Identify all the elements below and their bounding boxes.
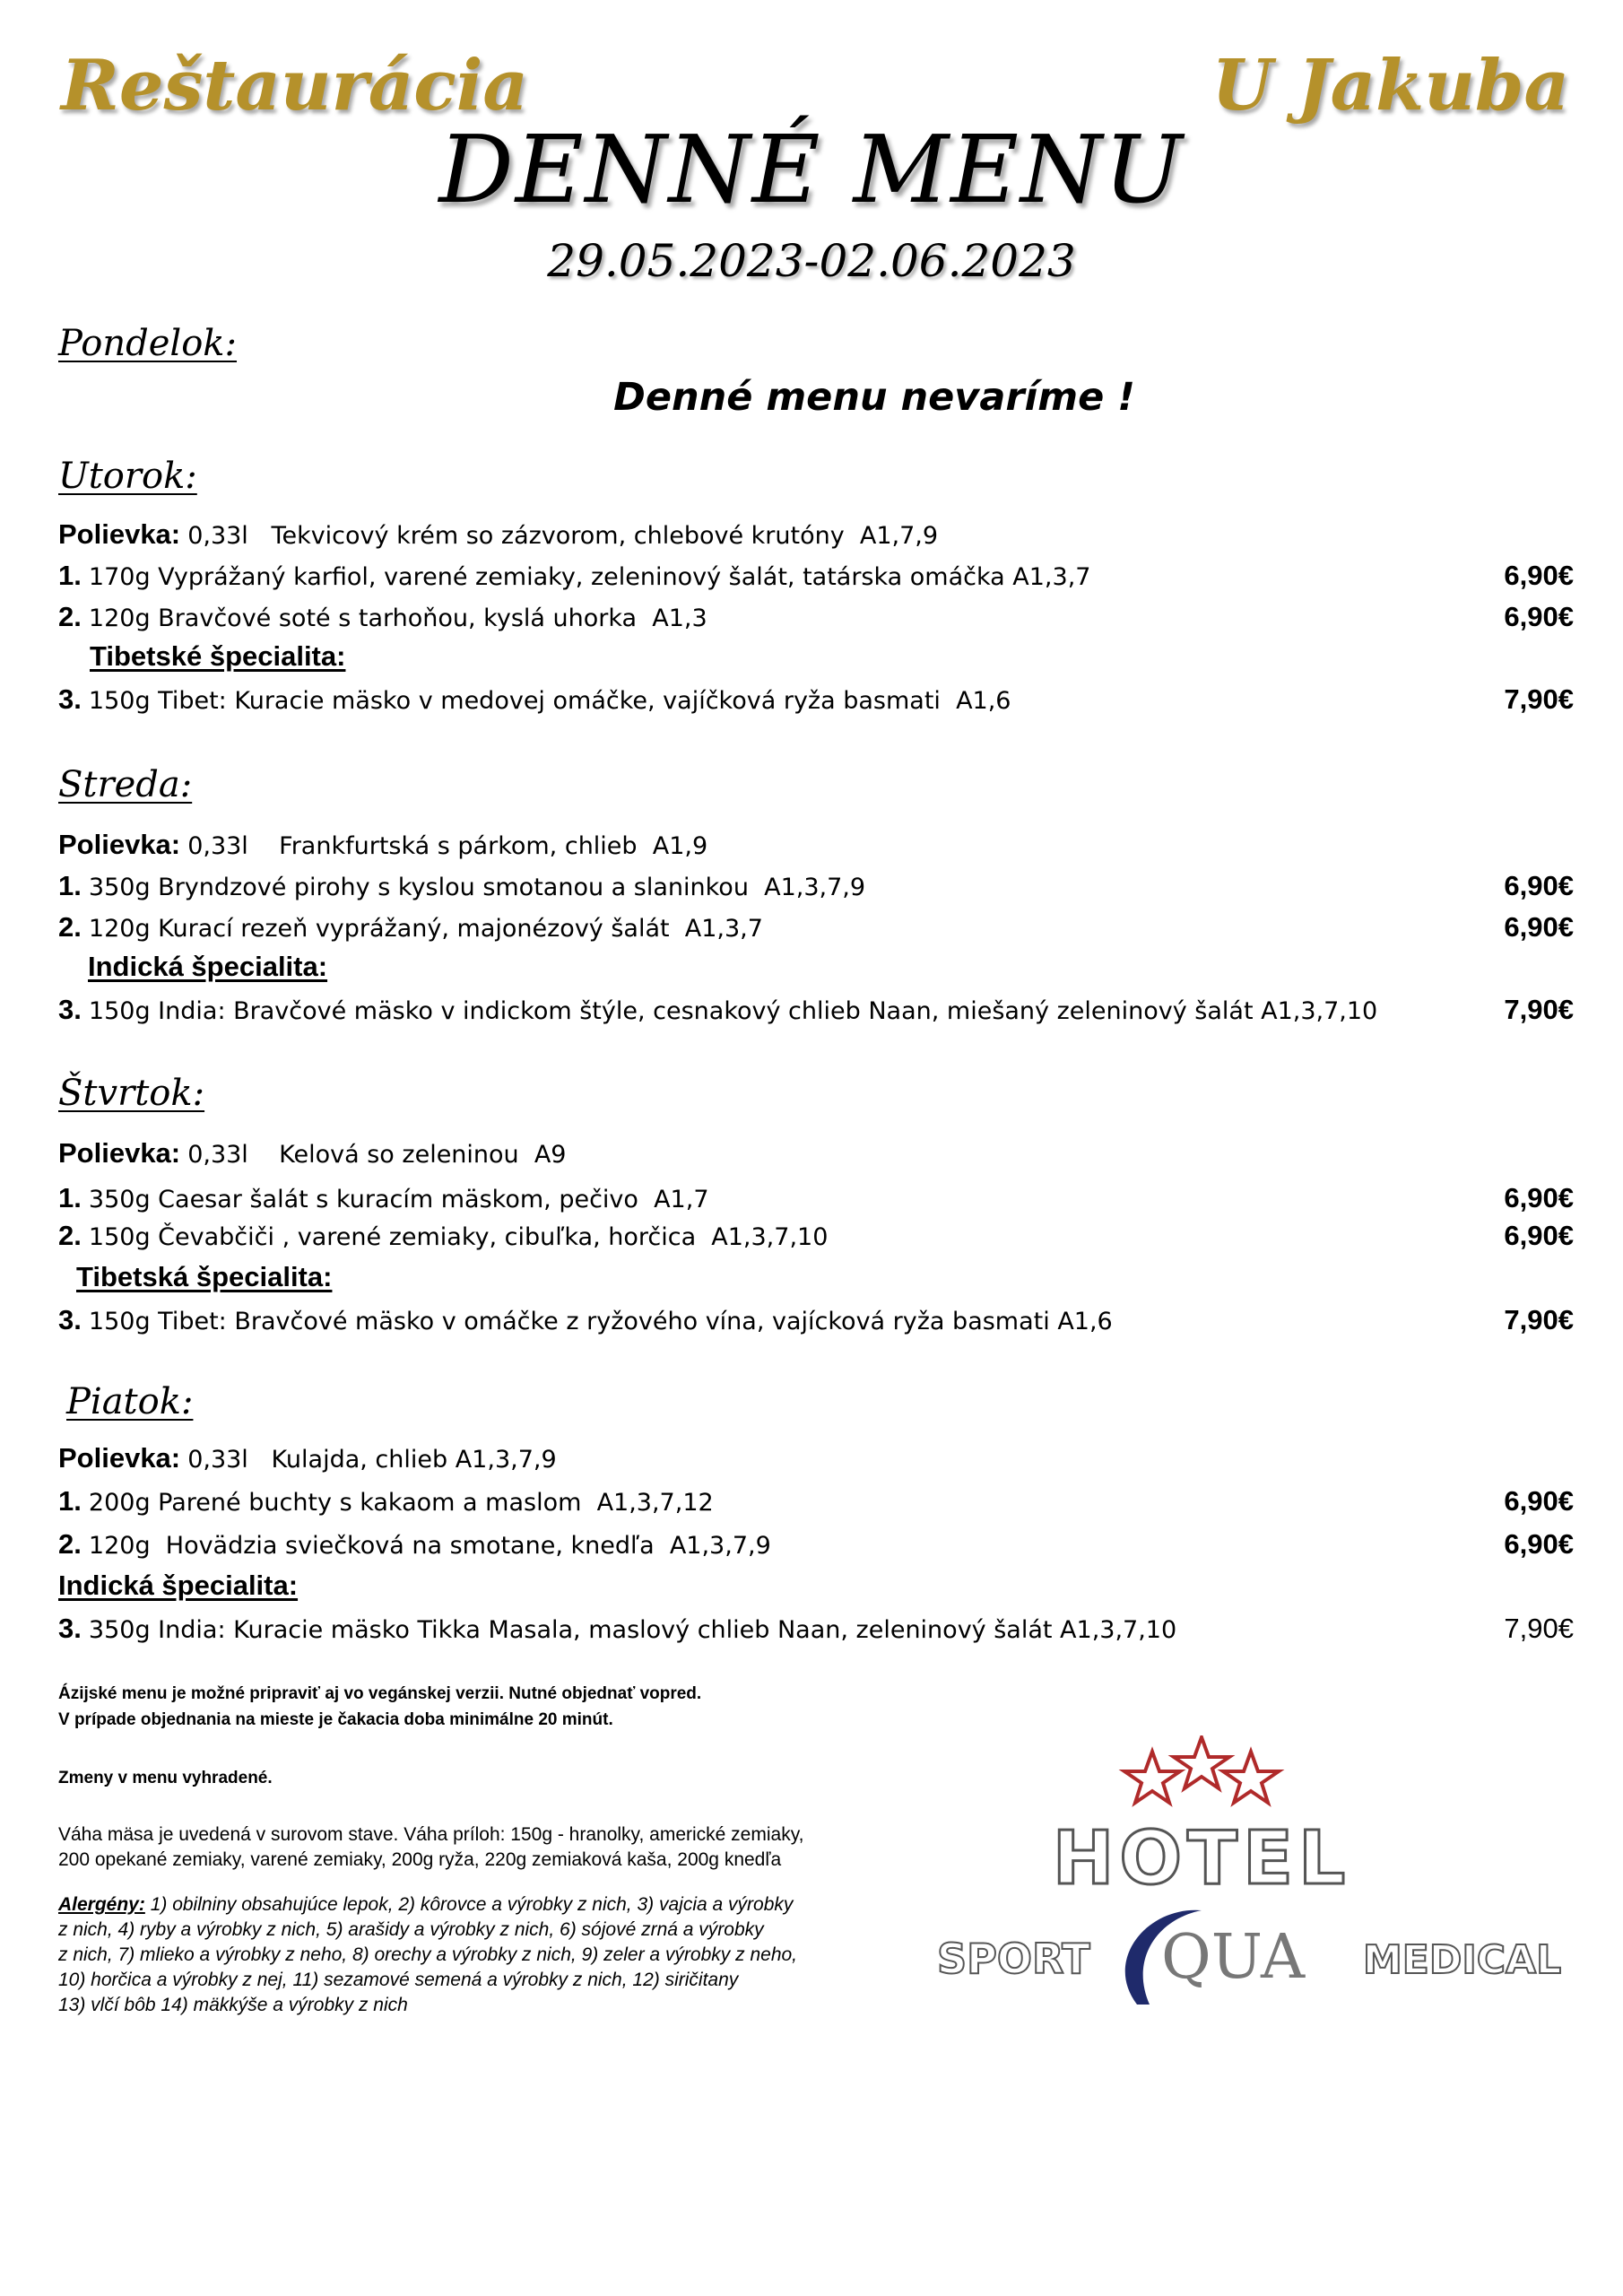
- allergens-line: 13) vlčí bôb 14) mäkkýše a výrobky z nich: [58, 1995, 408, 2015]
- day-heading-thursday: Štvrtok:: [58, 1073, 205, 1114]
- day-heading-tuesday: Utorok:: [58, 456, 197, 497]
- item-price: 6,90€: [1504, 870, 1574, 901]
- item-number: 2.: [58, 601, 82, 632]
- specialty-heading: Tibetské špecialita:: [90, 640, 346, 672]
- menu-item-row: [58, 1220, 1574, 1256]
- item-price: 6,90€: [1504, 1528, 1574, 1560]
- specialty-heading: Indická špecialita:: [58, 1570, 299, 1601]
- item-number: 3.: [58, 1304, 82, 1335]
- item-text: 150g Tibet: Kuracie mäsko v medovej omáčke, vajíčková ryža basmati A1,6: [88, 687, 1011, 715]
- item-number: 1.: [58, 1182, 82, 1213]
- restaurant-name-right: U Jakuba: [1211, 45, 1569, 126]
- specialty-heading: Indická špecialita:: [88, 951, 328, 982]
- item-number: 1.: [58, 1485, 82, 1517]
- changes-note: Zmeny v menu vyhradené.: [58, 1769, 273, 1787]
- item-text: 200g Parené buchty s kakaom a maslom A1,3,7,12: [88, 1489, 714, 1517]
- restaurant-name-left: Reštaurácia: [61, 45, 528, 126]
- item-number: 2.: [58, 911, 82, 943]
- allergens-line: 10) horčica a výrobky z nej, 11) sezamové semená a výrobky z nich, 12) siričitany: [58, 1970, 739, 1990]
- item-price: 6,90€: [1504, 1485, 1574, 1517]
- menu-item-row: [58, 994, 1574, 1030]
- menu-item-row: [58, 911, 1574, 947]
- day-heading-monday: Pondelok:: [58, 323, 238, 364]
- item-number: 1.: [58, 560, 82, 591]
- soup-row: [58, 1442, 1574, 1478]
- item-number: 3.: [58, 1613, 82, 1644]
- vegan-note-line: V prípade objednania na mieste je čakacia doba minimálne 20 minút.: [58, 1710, 613, 1729]
- allergens-label: Alergény:: [58, 1894, 145, 1915]
- page-title: DENNÉ MENU: [438, 115, 1185, 224]
- item-text: 120g Kurací rezeň vyprážaný, majonézový šalát A1,3,7: [88, 915, 763, 943]
- item-price: 6,90€: [1504, 1220, 1574, 1251]
- item-number: 3.: [58, 683, 82, 715]
- day-heading-friday: Piatok:: [66, 1381, 194, 1422]
- item-text: 350g Bryndzové pirohy s kyslou smotanou a slaninkou A1,3,7,9: [88, 874, 866, 901]
- menu-item-row: [58, 870, 1574, 906]
- item-number: 2.: [58, 1220, 82, 1251]
- menu-item-row: [58, 1304, 1574, 1340]
- logo-aqua-text: QUA: [1161, 1922, 1306, 1993]
- vegan-note-line: Ázijské menu je možné pripraviť aj vo vegánskej verzii. Nutné objednať vopred.: [58, 1684, 702, 1703]
- item-price: 6,90€: [1504, 911, 1574, 943]
- item-number: 1.: [58, 870, 82, 901]
- item-text: 350g Caesar šalát s kuracím mäskom, pečivo A1,7: [88, 1186, 709, 1213]
- soup-row: [58, 1137, 1574, 1173]
- item-price: 6,90€: [1504, 560, 1574, 591]
- star-icon: [1124, 1752, 1180, 1803]
- soup-text: 0,33l Kelová so zeleninou A9: [187, 1141, 567, 1169]
- menu-item-row: [58, 1485, 1574, 1521]
- item-text: 350g India: Kuracie mäsko Tikka Masala, maslový chlieb Naan, zeleninový šalát A1,3,7,10: [88, 1616, 1177, 1644]
- item-number: 2.: [58, 1528, 82, 1560]
- soup-label: Polievka:: [58, 1137, 181, 1169]
- item-text: 120g Bravčové soté s tarhoňou, kyslá uhorka A1,3: [88, 604, 707, 632]
- item-price: 7,90€: [1504, 1304, 1574, 1335]
- weight-note: [58, 1822, 803, 1873]
- allergens-line: z nich, 4) ryby a výrobky z nich, 5) arašidy a výrobky z nich, 6) sójové zrná a výrobky: [58, 1919, 764, 1940]
- date-range: 29.05.2023-02.06.2023: [547, 235, 1076, 287]
- day-heading-wednesday: Streda:: [58, 764, 193, 805]
- menu-item-row: [58, 1613, 1574, 1648]
- menu-item-row: [58, 683, 1574, 719]
- item-text: 150g India: Bravčové mäsko v indickom štýle, cesnakový chlieb Naan, miešaný zeleninový šalát A1,3,7,10: [88, 997, 1378, 1025]
- logo-hotel-text: HOTEL: [1052, 1816, 1351, 1901]
- hotel-logo: [933, 1735, 1596, 2022]
- soup-row: [58, 518, 1574, 554]
- item-text: 120g Hovädzia sviečková na smotane, knedľa A1,3,7,9: [88, 1532, 771, 1560]
- weight-note-line: Váha mäsa je uvedená v surovom stave. Váha príloh: 150g - hranolky, americké zemiaky,: [58, 1824, 804, 1845]
- star-icon: [1174, 1737, 1229, 1788]
- item-number: 3.: [58, 994, 82, 1025]
- item-text: 150g Čevabčiči , varené zemiaky, cibuľka, horčica A1,3,7,10: [88, 1223, 829, 1251]
- item-price: 7,90€: [1504, 1613, 1574, 1644]
- star-icon: [1223, 1752, 1279, 1803]
- menu-item-row: [58, 1182, 1574, 1218]
- soup-text: 0,33l Tekvicový krém so zázvorom, chlebové krutóny A1,7,9: [187, 522, 939, 550]
- menu-item-row: [58, 601, 1574, 637]
- item-price: 7,90€: [1504, 994, 1574, 1025]
- menu-item-row: [58, 1528, 1574, 1564]
- specialty-heading: Tibetská špecialita:: [76, 1261, 333, 1292]
- item-price: 7,90€: [1504, 683, 1574, 715]
- allergens-line: 1) obilniny obsahujúce lepok, 2) kôrovce a výrobky z nich, 3) vajcia a výrobky: [144, 1894, 794, 1915]
- allergens-note: [58, 1892, 797, 2018]
- item-price: 6,90€: [1504, 1182, 1574, 1213]
- item-price: 6,90€: [1504, 601, 1574, 632]
- menu-item-row: [58, 560, 1574, 596]
- soup-text: 0,33l Frankfurtská s párkom, chlieb A1,9: [187, 832, 708, 860]
- allergens-line: z nich, 7) mlieko a výrobky z neho, 8) orechy a výrobky z nich, 9) zeler a výrobky z neho,: [58, 1944, 798, 1965]
- soup-label: Polievka:: [58, 829, 181, 860]
- logo-sport-text: SPORT: [937, 1935, 1090, 1983]
- weight-note-line: 200 opekané zemiaky, varené zemiaky, 200g ryža, 220g zemiaková kaša, 200g knedľa: [58, 1849, 782, 1870]
- logo-medical-text: MEDICAL: [1363, 1937, 1562, 1983]
- monday-notice: Denné menu nevaríme !: [613, 375, 1135, 420]
- soup-label: Polievka:: [58, 518, 181, 550]
- soup-label: Polievka:: [58, 1442, 181, 1474]
- soup-row: [58, 829, 1574, 865]
- vegan-note: [58, 1681, 701, 1733]
- soup-text: 0,33l Kulajda, chlieb A1,3,7,9: [187, 1446, 557, 1474]
- item-text: 150g Tibet: Bravčové mäsko v omáčke z ryžového vína, vajícková ryža basmati A1,6: [88, 1308, 1113, 1335]
- item-text: 170g Vyprážaný karfiol, varené zemiaky, zeleninový šalát, tatárska omáčka A1,3,7: [88, 563, 1091, 591]
